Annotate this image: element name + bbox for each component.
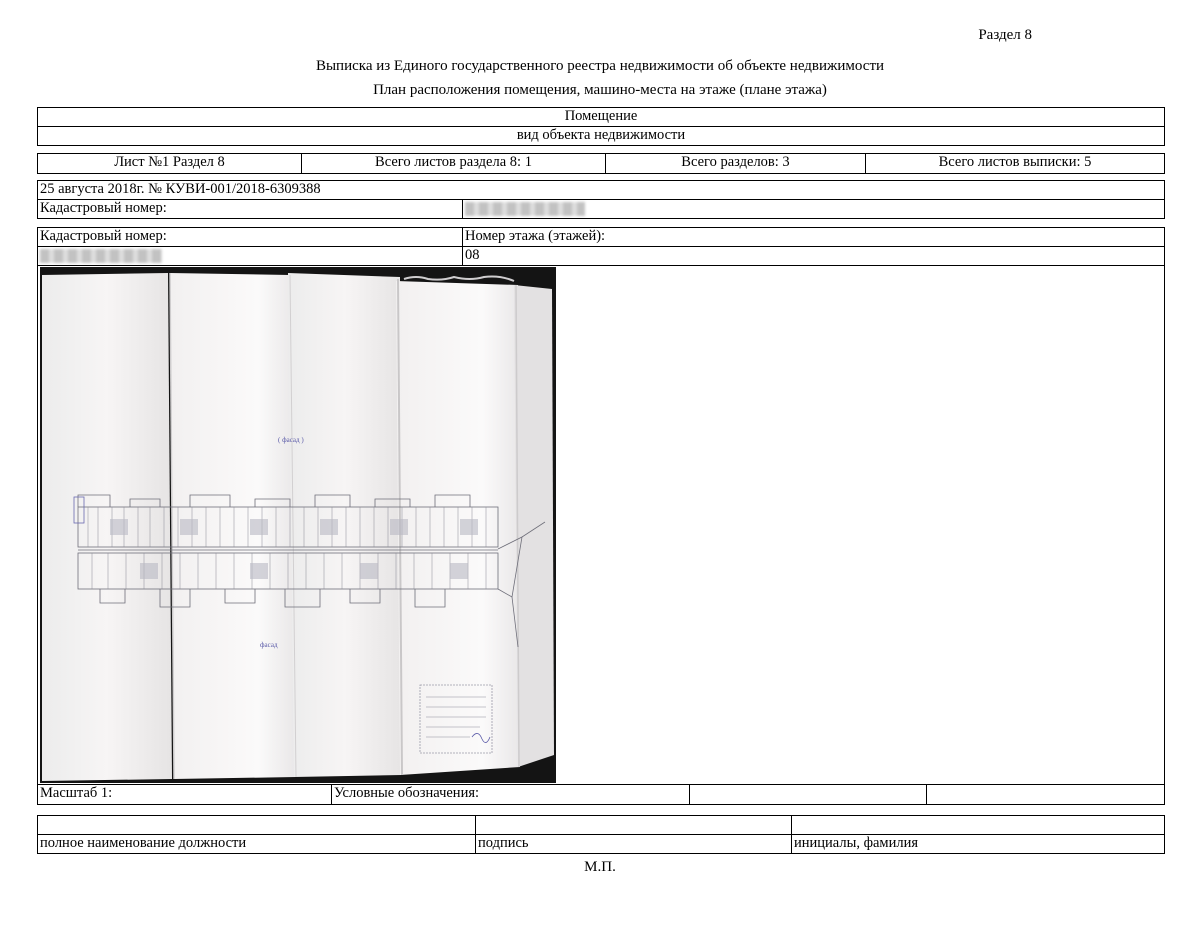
record-row [37,180,1165,200]
redacted-value [465,202,585,216]
legend-empty-cell [927,785,1164,804]
signature-blank-row [37,815,1165,835]
legend-empty-cell [690,785,927,804]
floor-cadastral-label: Кадастровый номер: [38,228,463,246]
floor-number-label: Номер этажа (этажей): [465,228,606,244]
object-type: Помещение [564,108,638,124]
stamp-place-label: М.П. [584,859,616,875]
scale-label: Масштаб 1: [38,785,332,804]
legend-row [37,784,1165,805]
signature-caption: подпись [476,835,792,853]
cadastral-number-label: Кадастровый номер: [38,200,463,218]
record-date-number: 25 августа 2018г. № КУВИ-001/2018-6309388 [40,181,321,197]
floor-value-row [37,246,1165,266]
legend-symbols-label: Условные обозначения: [332,785,690,804]
floor-plan-area [37,265,1165,785]
floor-plan-photo [40,267,556,783]
sheet-info-row [37,153,1165,174]
signature-blank [476,816,792,834]
record-cadastral-row [37,199,1165,219]
position-blank [38,816,476,834]
plan-annotation-top: ( фасад ) [278,436,304,444]
floor-plan-image [40,267,556,783]
redacted-value [40,249,162,263]
signature-caption-row [37,834,1165,854]
object-type-row [37,107,1165,127]
cadastral-number-value [463,200,1164,218]
total-sheets: Всего листов выписки: 5 [938,154,1092,170]
floor-header-row [37,227,1165,247]
name-caption: инициалы, фамилия [794,835,919,851]
section-sheets-count: Всего листов раздела 8: 1 [302,154,606,173]
sheet-number: Лист №1 Раздел 8 [38,154,302,173]
floor-cadastral-value [38,247,463,265]
total-sections: Всего разделов: 3 [606,154,866,173]
section-label: Раздел 8 [978,27,1032,43]
document-title: Выписка из Единого государственного реестра недвижимости об объекте недвижимости [315,58,885,74]
position-caption: полное наименование должности [38,835,476,853]
document-subtitle: План расположения помещения, машино-места на этаже (плане этажа) [373,82,827,98]
name-blank [792,816,1164,834]
plan-annotation-bottom: фасад [260,641,278,649]
object-type-caption: вид объекта недвижимости [516,127,686,143]
floor-number-value: 08 [465,247,480,263]
object-type-caption-row [37,126,1165,146]
